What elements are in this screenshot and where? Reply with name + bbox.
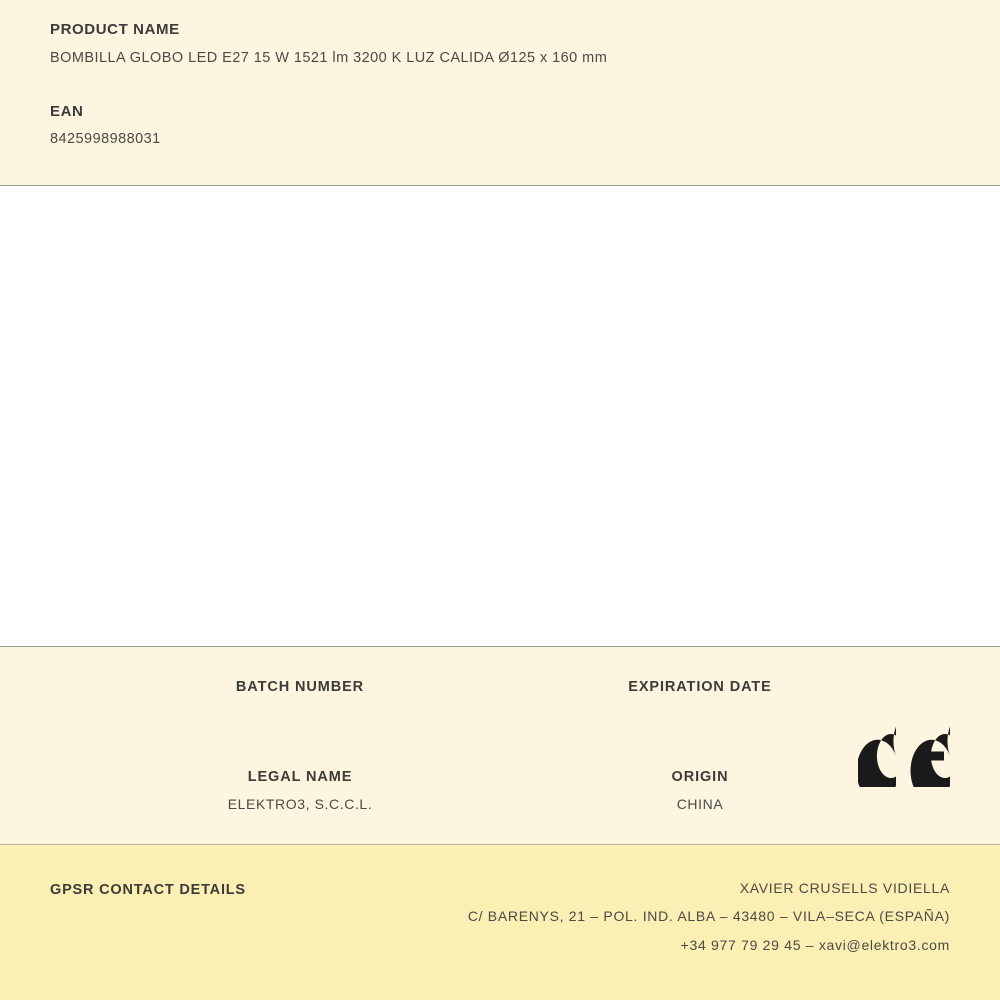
product-name-label: PRODUCT NAME	[50, 21, 180, 38]
ce-mark-icon	[858, 725, 950, 787]
product-name-field	[50, 22, 950, 67]
legal-name-field	[150, 769, 450, 813]
gpsr-contact-phone-email: +34 977 79 29 45 – xavi@elektro3.com	[680, 936, 950, 953]
origin-label: ORIGIN	[671, 769, 729, 785]
expiration-date-label: EXPIRATION DATE	[628, 679, 772, 695]
gpsr-contact-details	[468, 881, 950, 953]
gpsr-contact-address: C/ BARENYS, 21 – POL. IND. ALBA – 43480 – VILA–SECA (ESPAÑA)	[467, 908, 950, 925]
product-image-area	[0, 186, 1000, 647]
batch-number-field	[150, 679, 450, 706]
expiration-date-field	[550, 679, 850, 706]
gpsr-footer-section	[0, 845, 1000, 1000]
ean-value: 8425998988031	[50, 131, 161, 148]
details-grid	[0, 647, 1000, 844]
ean-label: EAN	[50, 102, 84, 120]
gpsr-contact-label: GPSR CONTACT DETAILS	[50, 882, 246, 898]
legal-name-label: LEGAL NAME	[247, 769, 353, 785]
legal-name-value: ELEKTRO3, S.C.C.L.	[227, 796, 373, 813]
origin-field	[550, 769, 850, 813]
batch-number-label: BATCH NUMBER	[235, 679, 365, 695]
product-details-section	[0, 647, 1000, 845]
ean-field	[50, 104, 950, 149]
gpsr-contact-name: XAVIER CRUSELLS VIDIELLA	[739, 880, 950, 896]
product-name-value: BOMBILLA GLOBO LED E27 15 W 1521 lm 3200 K LUZ CALIDA Ø125 x 160 mm	[50, 49, 608, 66]
product-header-section	[0, 0, 1000, 186]
origin-value: CHINA	[676, 796, 724, 813]
